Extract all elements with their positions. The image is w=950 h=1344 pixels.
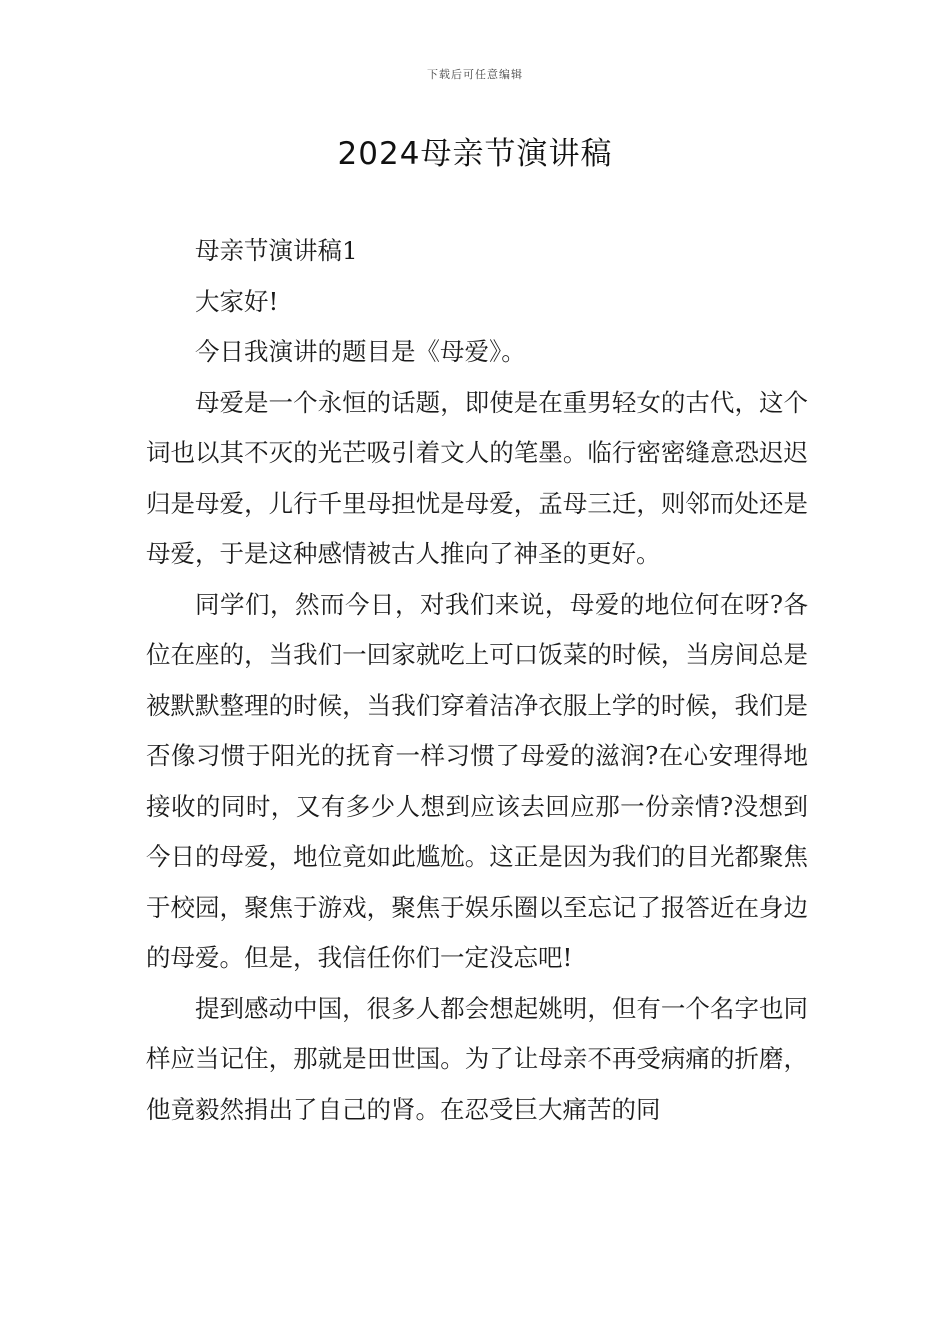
- paragraph: 提到感动中国，很多人都会想起姚明，但有一个名字也同样应当记住，那就是田世国。为了让母亲不再受病痛的折磨，他竟毅然捐出了自己的肾。在忍受巨大痛苦的同: [146, 993, 808, 1124]
- document-body: [146, 226, 808, 1135]
- paragraph-greeting: 大家好!: [195, 286, 279, 316]
- document-title: 2024母亲节演讲稿: [337, 136, 613, 172]
- paragraph: 母爱是一个永恒的话题，即使是在重男轻女的古代，这个词也以其不灭的光芒吸引着文人的笔墨。临行密密缝意恐迟迟归是母爱，儿行千里母担忧是母爱，孟母三迁，则邻而处还是母爱，于是这种感情被古人推向了神圣的更好。: [146, 387, 808, 568]
- paragraph: 同学们，然而今日，对我们来说，母爱的地位何在呀?各位在座的，当我们一回家就吃上可口饭菜的时候，当房间总是被默默整理的时候，当我们穿着洁净衣服上学的时候，我们是否像习惯于阳光的抚育一样习惯了母爱的滋润?在心安理得地接收的同时，又有多少人想到应该去回应那一份亲情?没想到今日的母爱，地位竟如此尴尬。这正是因为我们的目光都聚焦于校园，聚焦于游戏，聚焦于娱乐圈以至忘记了报答近在身边的母爱。但是，我信任你们一定没忘吧!: [146, 589, 808, 972]
- paragraph-heading: 母亲节演讲稿1: [195, 236, 358, 265]
- header-note: 下载后可任意编辑: [427, 68, 523, 81]
- paragraph-topic: 今日我演讲的题目是《母爱》。: [195, 337, 526, 366]
